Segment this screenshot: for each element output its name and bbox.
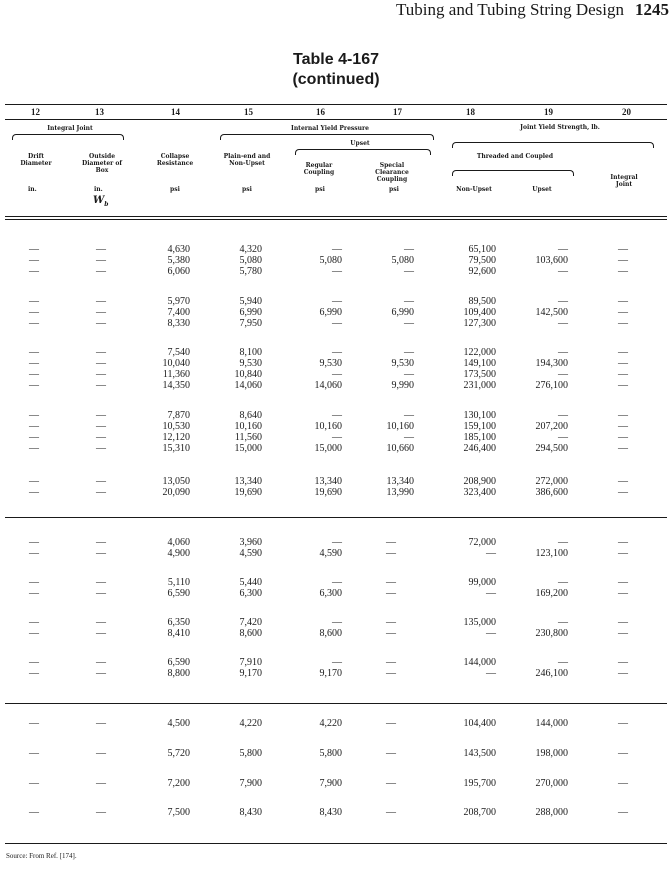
cell-c16: — 10,160 — 15,000 xyxy=(314,410,342,454)
cell-c18: 135,000 — xyxy=(463,617,496,639)
cell-c16: 4,220 xyxy=(319,718,342,729)
cell-c19: — 142,500 — xyxy=(535,296,568,329)
unit-od-box: in. xyxy=(94,186,103,193)
cell-c18: 130,100 159,100 185,100 246,400 xyxy=(463,410,496,454)
cell-c12: — — xyxy=(29,476,39,498)
cell-c15: 4,220 xyxy=(239,718,262,729)
cell-c18: 143,500 xyxy=(463,748,496,759)
unit-special: psi xyxy=(389,186,399,193)
cell-c17: — — xyxy=(386,617,396,639)
cell-c16: — 5,080 — xyxy=(319,244,342,277)
cell-c19: — 207,200 — 294,500 xyxy=(535,410,568,454)
col-number: 17 xyxy=(393,107,402,117)
cell-c17: — xyxy=(386,748,396,759)
cell-c17: — 5,080 — xyxy=(391,244,414,277)
cell-c12: — xyxy=(29,748,39,759)
cell-c16: 8,430 xyxy=(319,807,342,818)
cell-c12: — — xyxy=(29,537,39,559)
col-number: 18 xyxy=(466,107,475,117)
unit-collapse: psi xyxy=(170,186,180,193)
cell-c17: — 9,530 — 9,990 xyxy=(391,347,414,391)
col-number: 16 xyxy=(316,107,325,117)
header-bottom-rule-2 xyxy=(5,219,667,220)
head-od-box: Outside Diameter of Box xyxy=(82,153,122,174)
head-plain-end: Plain-end and Non-Upset xyxy=(223,153,271,167)
section-rule-1 xyxy=(5,517,667,518)
table-source-note: Source: From Ref. [174]. xyxy=(6,852,77,860)
group-integral-joint: Integral Joint xyxy=(47,125,93,132)
cell-c17: — 10,160 — 10,660 xyxy=(386,410,414,454)
cell-c17: — xyxy=(386,807,396,818)
group-upset: Upset xyxy=(350,140,370,147)
cell-c20: — — xyxy=(618,617,628,639)
cell-c14: 5,720 xyxy=(167,748,190,759)
table-subtitle: (continued) xyxy=(292,71,380,88)
cell-c15: 13,340 19,690 xyxy=(234,476,262,498)
cell-c14: 7,540 10,040 11,360 14,350 xyxy=(162,347,190,391)
col-number: 20 xyxy=(622,107,631,117)
cell-c20: — xyxy=(618,778,628,789)
cell-c12: — xyxy=(29,807,39,818)
cell-c18: 65,100 79,500 92,600 xyxy=(468,244,496,277)
col-number: 13 xyxy=(95,107,104,117)
cell-c15: 4,320 5,080 5,780 xyxy=(239,244,262,277)
header-bottom-rule xyxy=(5,216,667,217)
cell-c14: 4,630 5,380 6,060 xyxy=(167,244,190,277)
cell-c13: — xyxy=(96,778,106,789)
brace-threaded xyxy=(452,170,574,176)
cell-c12: — — xyxy=(29,657,39,679)
brace-joint-yield xyxy=(452,142,654,148)
cell-c17: — — xyxy=(386,657,396,679)
cell-c18: 195,700 xyxy=(463,778,496,789)
cell-c16: — 6,300 xyxy=(319,577,342,599)
page-header xyxy=(0,0,672,28)
cell-c18: 72,000 — xyxy=(468,537,496,559)
group-joint-yield: Joint Yield Strength, lb. xyxy=(520,124,600,131)
cell-c20: — — — — xyxy=(618,410,628,454)
head-collapse: Collapse Resistance xyxy=(156,153,194,167)
running-head-title: Tubing and Tubing String Design xyxy=(396,0,624,19)
unit-plain-end: psi xyxy=(242,186,252,193)
cell-c20: — — xyxy=(618,537,628,559)
group-threaded: Threaded and Coupled xyxy=(476,153,554,160)
cell-c16: 5,800 xyxy=(319,748,342,759)
table-title-block xyxy=(0,50,672,90)
cell-c15: 3,960 4,590 xyxy=(239,537,262,559)
cell-c19: — 246,100 xyxy=(535,657,568,679)
cell-c14: 6,590 8,800 xyxy=(167,657,190,679)
cell-c13: — — xyxy=(96,476,106,498)
cell-c16: — 6,990 — xyxy=(319,296,342,329)
cell-c19: 272,000 386,600 xyxy=(535,476,568,498)
head-upset: Upset xyxy=(532,186,552,193)
cell-c15: 5,440 6,300 xyxy=(239,577,262,599)
cell-c20: — xyxy=(618,748,628,759)
cell-c14: 4,500 xyxy=(167,718,190,729)
head-non-upset: Non-Upset xyxy=(456,186,492,193)
cell-c16: — 9,170 xyxy=(319,657,342,679)
cell-c12: — xyxy=(29,718,39,729)
col-number: 15 xyxy=(244,107,253,117)
group-internal-yield: Internal Yield Pressure xyxy=(291,125,369,132)
cell-c18: 208,900 323,400 xyxy=(463,476,496,498)
cell-c18: 89,500 109,400 127,300 xyxy=(463,296,496,329)
cell-c16: — 4,590 xyxy=(319,537,342,559)
cell-c17: — xyxy=(386,778,396,789)
cell-c15: 8,100 9,530 10,840 14,060 xyxy=(234,347,262,391)
bottom-rule xyxy=(5,843,667,844)
cell-c12: — — xyxy=(29,577,39,599)
brace-integral-joint xyxy=(12,134,124,140)
cell-c20: — — — xyxy=(618,296,628,329)
cell-c18: 208,700 xyxy=(463,807,496,818)
cell-c17: — — xyxy=(386,577,396,599)
cell-c18: 144,000 — xyxy=(463,657,496,679)
cell-c13: — xyxy=(96,718,106,729)
section-rule-2 xyxy=(5,703,667,704)
cell-c20: — — xyxy=(618,657,628,679)
cell-c12: — — — xyxy=(29,296,39,329)
cell-c14: 5,970 7,400 8,330 xyxy=(167,296,190,329)
cell-c16: 7,900 xyxy=(319,778,342,789)
cell-c13: — xyxy=(96,807,106,818)
cell-c17: 13,340 13,990 xyxy=(386,476,414,498)
cell-c19: — 103,600 — xyxy=(535,244,568,277)
w-box-symbol xyxy=(93,195,108,208)
cell-c14: 4,060 4,900 xyxy=(167,537,190,559)
cell-c12: — — — — xyxy=(29,410,39,454)
table-title: Table 4-167 xyxy=(293,51,379,68)
head-special-clearance: Special Clearance Coupling xyxy=(375,162,409,183)
unit-regular: psi xyxy=(315,186,325,193)
cell-c20: — — xyxy=(618,577,628,599)
cell-c17: — 6,990 — xyxy=(391,296,414,329)
cell-c13: — xyxy=(96,748,106,759)
cell-c14: 7,500 xyxy=(167,807,190,818)
cell-c13: — — — xyxy=(96,296,106,329)
cell-c19: — 123,100 xyxy=(535,537,568,559)
cell-c16: 13,340 19,690 xyxy=(314,476,342,498)
cell-c18: 122,000 149,100 173,500 231,000 xyxy=(463,347,496,391)
cell-c19: — 169,200 xyxy=(535,577,568,599)
cell-c15: 8,640 10,160 11,560 15,000 xyxy=(234,410,262,454)
head-drift-diameter: Drift Diameter xyxy=(20,153,52,167)
cell-c19: 270,000 xyxy=(535,778,568,789)
cell-c15: 5,800 xyxy=(239,748,262,759)
head-integral-joint: Integral Joint xyxy=(610,174,638,188)
cell-c17: — — xyxy=(386,537,396,559)
cell-c19: — 230,800 xyxy=(535,617,568,639)
cell-c20: — — — xyxy=(618,244,628,277)
cell-c20: — — xyxy=(618,476,628,498)
cell-c12: — — — xyxy=(29,244,39,277)
cell-c13: — — — xyxy=(96,244,106,277)
cell-c15: 5,940 6,990 7,950 xyxy=(239,296,262,329)
cell-c16: — 9,530 — 14,060 xyxy=(314,347,342,391)
cell-c14: 7,200 xyxy=(167,778,190,789)
cell-c13: — — xyxy=(96,577,106,599)
cell-c17: — xyxy=(386,718,396,729)
col-number: 19 xyxy=(544,107,553,117)
cell-c15: 8,430 xyxy=(239,807,262,818)
cell-c18: 104,400 xyxy=(463,718,496,729)
cell-c18: 99,000 — xyxy=(468,577,496,599)
cell-c13: — — xyxy=(96,537,106,559)
unit-drift: in. xyxy=(28,186,37,193)
cell-c15: 7,420 8,600 xyxy=(239,617,262,639)
brace-upset xyxy=(295,149,431,155)
cell-c13: — — — — xyxy=(96,347,106,391)
cell-c19: 288,000 xyxy=(535,807,568,818)
cell-c19: — 194,300 — 276,100 xyxy=(535,347,568,391)
cell-c14: 6,350 8,410 xyxy=(167,617,190,639)
cell-c14: 13,050 20,090 xyxy=(162,476,190,498)
cell-c15: 7,900 xyxy=(239,778,262,789)
cell-c14: 5,110 6,590 xyxy=(167,577,190,599)
head-regular-coupling: Regular Coupling xyxy=(303,162,335,176)
cell-c19: 144,000 xyxy=(535,718,568,729)
w-symbol-letter: W xyxy=(93,195,105,206)
cell-c20: — xyxy=(618,718,628,729)
top-rule xyxy=(5,104,667,105)
cell-c12: — — — — xyxy=(29,347,39,391)
w-symbol-subscript: b xyxy=(104,201,109,208)
cell-c13: — — xyxy=(96,657,106,679)
cell-c14: 7,870 10,530 12,120 15,310 xyxy=(162,410,190,454)
col-number: 12 xyxy=(31,107,40,117)
page-number: 1245 xyxy=(635,0,669,19)
col-number-rule xyxy=(5,119,667,120)
cell-c13: — — — — xyxy=(96,410,106,454)
cell-c12: — — xyxy=(29,617,39,639)
cell-c20: — xyxy=(618,807,628,818)
col-number: 14 xyxy=(171,107,180,117)
cell-c16: — 8,600 xyxy=(319,617,342,639)
cell-c13: — — xyxy=(96,617,106,639)
cell-c15: 7,910 9,170 xyxy=(239,657,262,679)
cell-c20: — — — — xyxy=(618,347,628,391)
cell-c19: 198,000 xyxy=(535,748,568,759)
cell-c12: — xyxy=(29,778,39,789)
